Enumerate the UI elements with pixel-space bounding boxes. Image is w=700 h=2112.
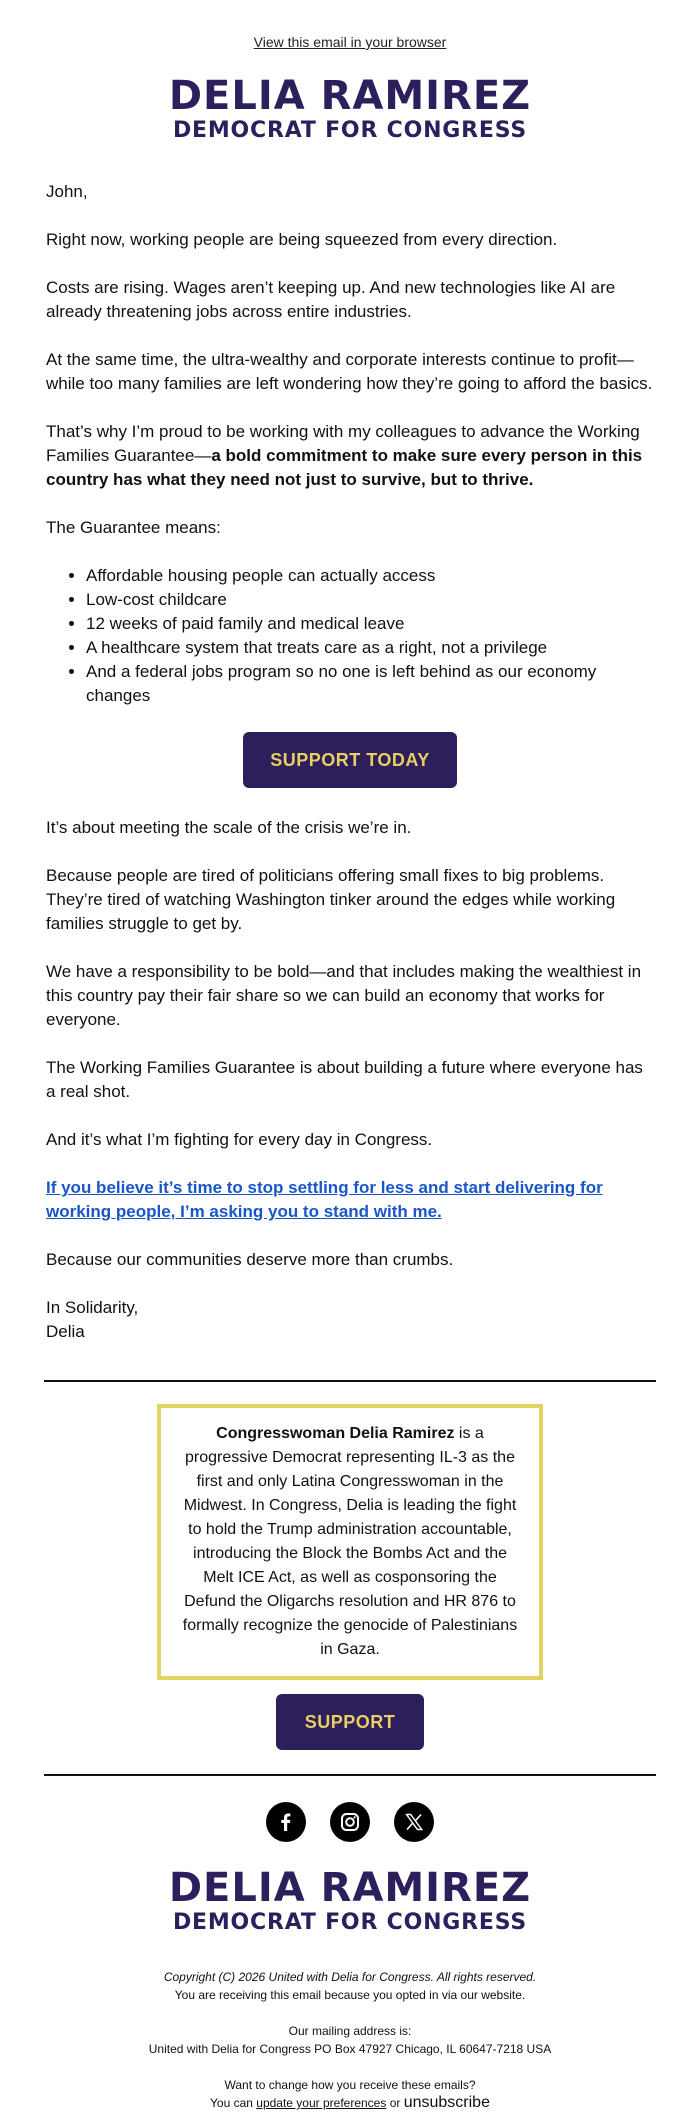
support-today-wrap	[46, 732, 654, 788]
you-can-text: You can	[210, 2096, 257, 2110]
paragraph-11: Because our communities deserve more than crumbs.	[46, 1250, 454, 1269]
opted-in-text: You are receiving this email because you opted in via our website.	[174, 1988, 526, 2002]
list-item: • Affordable housing people can actually access	[86, 564, 654, 588]
list-item: • Low-cost childcare	[86, 588, 654, 612]
footer	[0, 1968, 700, 2112]
bio-box	[157, 1404, 543, 1680]
header-logo	[0, 73, 700, 143]
support-button[interactable]: SUPPORT	[276, 1694, 424, 1750]
unsubscribe-link[interactable]: unsubscribe	[403, 2094, 490, 2111]
email-body	[0, 180, 700, 1344]
list-item: • A healthcare system that treats care as a right, not a privilege	[86, 636, 654, 660]
signature: Delia	[46, 1322, 85, 1341]
paragraph-6: It’s about meeting the scale of the crisis we’re in.	[46, 818, 412, 837]
paragraph-4-bold: a bold commitment to make sure every person in this country has what they need not just to survive, but to thrive.	[46, 446, 643, 489]
change-question: Want to change how you receive these emails?	[224, 2078, 476, 2092]
view-in-browser-bar	[0, 0, 700, 50]
paragraph-9: The Working Families Guarantee is about building a future where everyone has a real shot.	[46, 1058, 643, 1101]
logo-subtitle: DEMOCRAT FOR CONGRESS	[172, 118, 528, 143]
update-preferences-link[interactable]: update your preferences	[256, 2096, 387, 2110]
view-in-browser-link[interactable]: View this email in your browser	[253, 34, 447, 50]
guarantee-list	[46, 564, 654, 708]
paragraph-2: Costs are rising. Wages aren’t keeping up. And new technologies like AI are already threatening jobs across entire industries.	[46, 278, 616, 321]
instagram-icon[interactable]	[330, 1802, 370, 1842]
greeting: John,	[46, 182, 88, 201]
stand-with-me-link[interactable]: If you believe it’s time to stop settling for less and start delivering for working people, I’m asking you to stand with me.	[46, 1178, 603, 1221]
footer-logo-subtitle: DEMOCRAT FOR CONGRESS	[172, 1910, 528, 1935]
support-wrap	[0, 1694, 700, 1750]
stand-with-me-paragraph	[46, 1176, 654, 1224]
mailing-label: Our mailing address is:	[288, 2024, 412, 2038]
mailing-address: United with Delia for Congress PO Box 47927 Chicago, IL 60647-7218 USA	[148, 2042, 552, 2056]
logo-name: DELIA RAMIREZ	[168, 73, 532, 119]
list-item: • And a federal jobs program so no one is left behind as our economy changes	[86, 660, 654, 708]
paragraph-10: And it’s what I’m fighting for every day in Congress.	[46, 1130, 433, 1149]
x-icon[interactable]	[394, 1802, 434, 1842]
paragraph-4-plain: That’s why I’m proud to be working with my colleagues to advance the Working Families Guarantee—	[46, 422, 640, 465]
or-text: or	[386, 2096, 404, 2110]
signoff-block	[46, 1296, 654, 1344]
bio-text: is a progressive Democrat representing IL-3 as the first and only Latina Congresswoman in the Midwest. In Congress, Delia is leading the fight to hold the Trump administration accountable, introducing the Block the Bombs Act and the Melt ICE Act, as well as cosponsoring the Defund the Oligarchs resolution and HR 876 to formally recognize the genocide of Palestinians in Gaza.	[182, 1425, 518, 1658]
facebook-icon[interactable]	[266, 1802, 306, 1842]
divider-bottom	[44, 1774, 656, 1776]
paragraph-1: Right now, working people are being squeezed from every direction.	[46, 230, 558, 249]
preferences-line	[0, 2094, 700, 2112]
social-links	[0, 1802, 700, 1842]
signoff: In Solidarity,	[46, 1298, 139, 1317]
paragraph-4	[46, 420, 654, 492]
copyright: Copyright (C) 2026 United with Delia for Congress. All rights reserved.	[163, 1970, 537, 1984]
divider-top	[44, 1380, 656, 1382]
footer-logo-name: DELIA RAMIREZ	[168, 1865, 532, 1911]
paragraph-8: We have a responsibility to be bold—and that includes making the wealthiest in this country pay their fair share so we can build an economy that works for everyone.	[46, 962, 642, 1029]
bio-name: Congresswoman Delia Ramirez	[216, 1425, 455, 1442]
support-today-button[interactable]: SUPPORT TODAY	[243, 732, 457, 788]
list-item: • 12 weeks of paid family and medical leave	[86, 612, 654, 636]
paragraph-5: The Guarantee means:	[46, 518, 221, 537]
paragraph-7: Because people are tired of politicians offering small fixes to big problems. They’re tired of watching Washington tinker around the edges while working families struggle to get by.	[46, 866, 616, 933]
paragraph-3: At the same time, the ultra-wealthy and corporate interests continue to profit—while too many families are left wondering how they’re going to afford the basics.	[46, 350, 653, 393]
footer-logo	[0, 1865, 700, 1935]
